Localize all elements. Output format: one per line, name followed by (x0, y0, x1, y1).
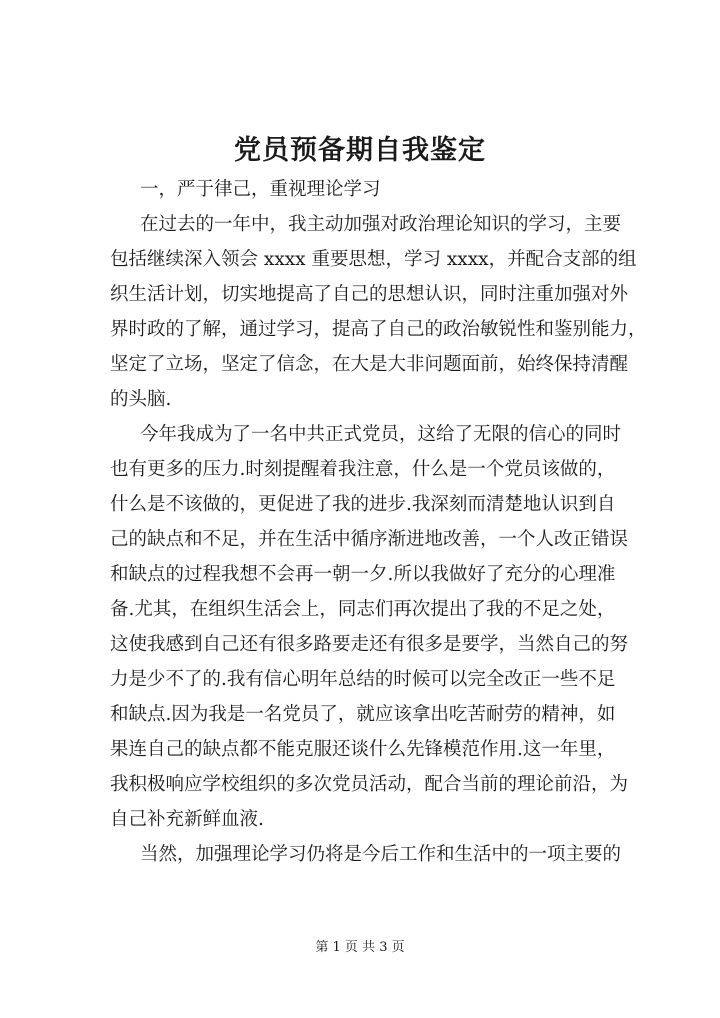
text-line: 界时政的了解，通过学习，提高了自己的政治敏锐性和鉴别能力， (110, 319, 647, 340)
document-title: 党员预备期自我鉴定 (234, 135, 486, 166)
text-line: 备.尤其，在组织生活会上，同志们再次提出了我的不足之处， (110, 599, 616, 620)
text-line: 什么是不该做的，更促进了我的进步.我深刻而清楚地认识到自 (110, 494, 616, 515)
text-line: 一，严于律己，重视理论学习 (140, 179, 381, 200)
text-line: 己的缺点和不足，并在生活中循序渐进地改善，一个人改正错误 (110, 529, 629, 550)
document-body (110, 172, 647, 872)
text-line: 当然，加强理论学习仍将是今后工作和生活中的一项主要的 (140, 844, 622, 865)
text-line: 力是少不了的.我有信心明年总结的时候可以完全改正一些不足 (110, 669, 616, 690)
text-line: 今年我成为了一名中共正式党员，这给了无限的信心的同时 (140, 424, 622, 445)
page-number-footer: 第 1 页 共 3 页 (315, 940, 405, 955)
text-line: 自己补充新鲜血液. (110, 809, 264, 830)
text-line: 在过去的一年中，我主动加强对政治理论知识的学习，主要 (140, 214, 622, 235)
text-line: 和缺点.因为我是一名党员了，就应该拿出吃苦耐劳的精神，如 (110, 704, 616, 725)
text-line: 织生活计划，切实地提高了自己的思想认识，同时注重加强对外 (110, 284, 629, 305)
text-line: 果连自己的缺点都不能克服还谈什么先锋模范作用.这一年里， (110, 739, 616, 760)
text-line: 包括继续深入领会 xxxx 重要思想，学习 xxxx，并配合支部的组 (110, 249, 637, 270)
text-line: 我积极响应学校组织的多次党员活动，配合当前的理论前沿，为 (110, 774, 629, 795)
text-line: 也有更多的压力.时刻提醒着我注意，什么是一个党员该做的， (110, 459, 616, 480)
text-line: 坚定了立场，坚定了信念，在大是大非问题面前，始终保持清醒 (110, 354, 629, 375)
text-line: 这使我感到自己还有很多路要走还有很多是要学，当然自己的努 (110, 634, 629, 655)
text-line: 的头脑. (110, 389, 172, 410)
text-line: 和缺点的过程我想不会再一朝一夕.所以我做好了充分的心理准 (110, 564, 616, 585)
